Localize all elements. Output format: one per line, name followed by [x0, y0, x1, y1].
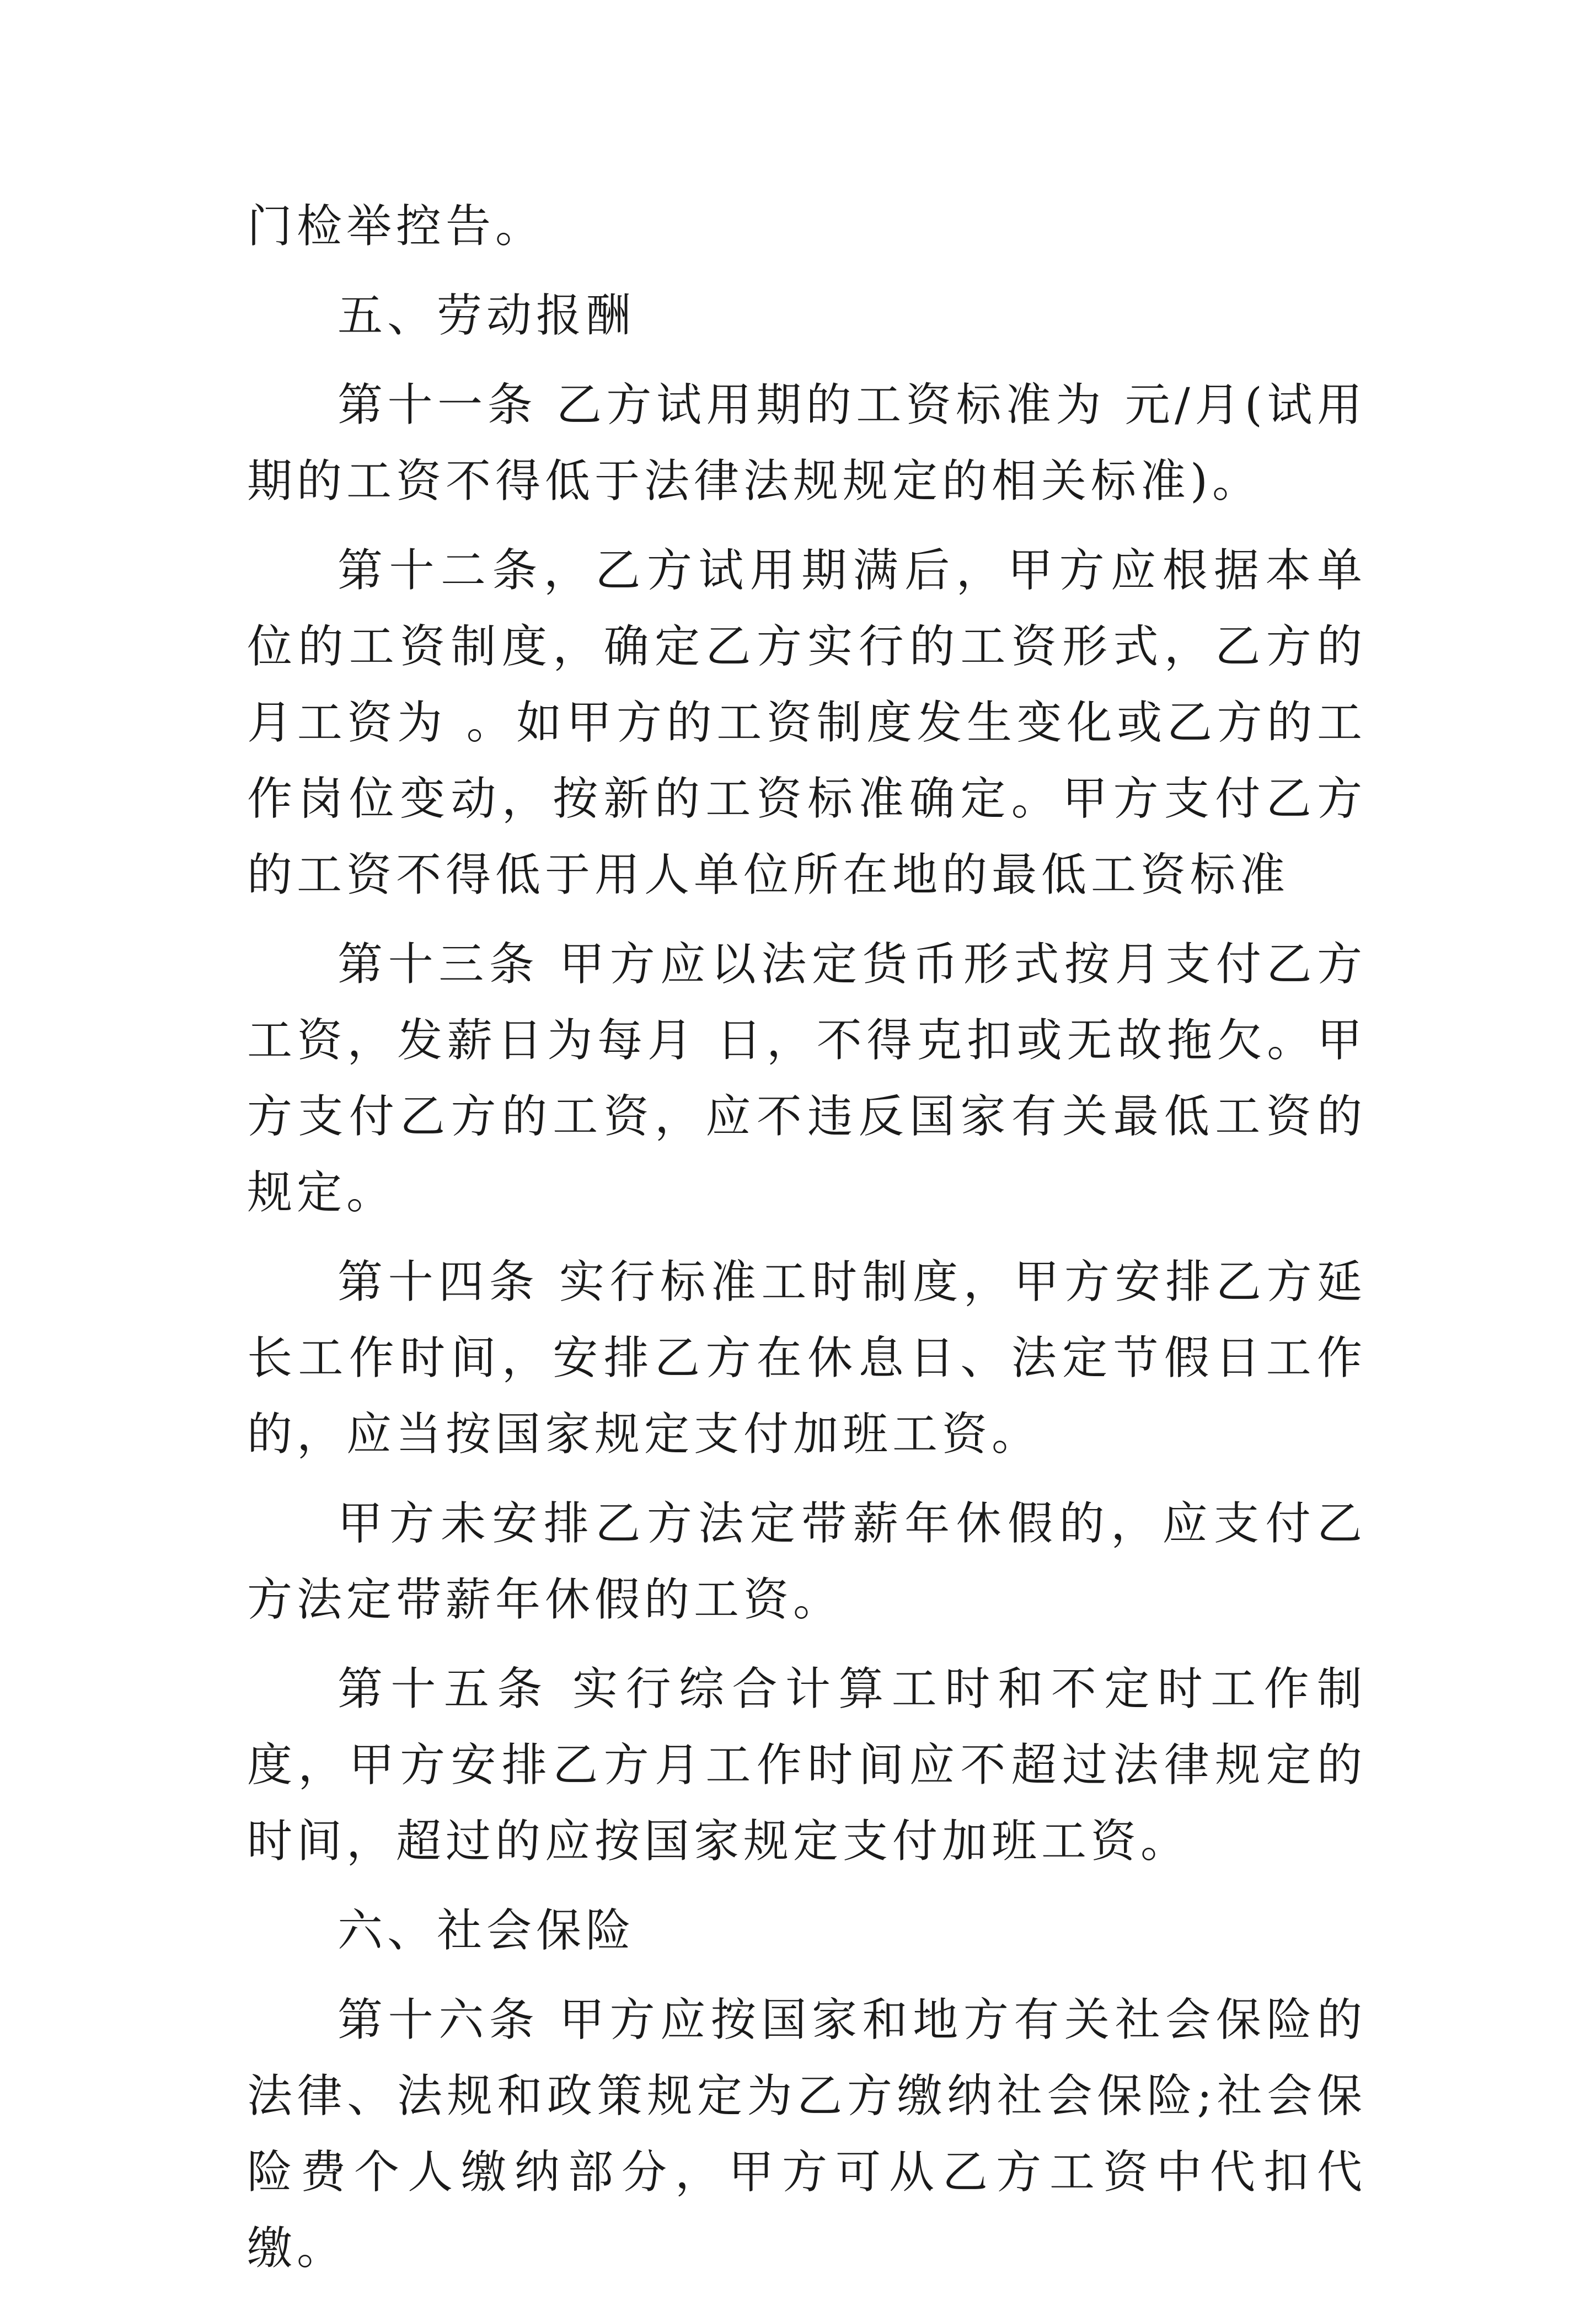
article-14-annual-leave: 甲方未安排乙方法定带薪年休假的，应支付乙方法定带薪年休假的工资。: [247, 1497, 1367, 1626]
article-11: 第十一条 乙方试用期的工资标准为 元/月(试用期的工资不得低于法律法规规定的相关标准)。: [247, 379, 1367, 507]
document-body: [247, 189, 1367, 2300]
article-12: 第十二条，乙方试用期满后，甲方应根据本单位的工资制度，确定乙方实行的工资形式，乙方的月工资为 。如甲方的工资制度发生变化或乙方的工作岗位变动，按新的工资标准确定。甲方支付乙方的工资不得低于用人单位所在地的最低工资标准: [247, 544, 1367, 901]
article-13: 第十三条 甲方应以法定货币形式按月支付乙方工资，发薪日为每月 日，不得克扣或无故拖欠。甲方支付乙方的工资，应不违反国家有关最低工资的规定。: [247, 938, 1367, 1219]
paragraph-continuation: 门检举控告。: [247, 200, 545, 253]
article-14: 第十四条 实行标准工时制度，甲方安排乙方延长工作时间，安排乙方在休息日、法定节假日工作的，应当按国家规定支付加班工资。: [247, 1256, 1367, 1461]
section-heading-labor-remuneration: 五、劳动报酬: [338, 290, 636, 342]
article-16: 第十六条 甲方应按国家和地方有关社会保险的法律、法规和政策规定为乙方缴纳社会保险;社会保险费个人缴纳部分，甲方可从乙方工资中代扣代缴。: [247, 1994, 1367, 2275]
section-heading-social-insurance: 六、社会保险: [338, 1905, 636, 1957]
article-15: 第十五条 实行综合计算工时和不定时工作制度，甲方安排乙方月工作时间应不超过法律规定的时间，超过的应按国家规定支付加班工资。: [247, 1663, 1367, 1868]
